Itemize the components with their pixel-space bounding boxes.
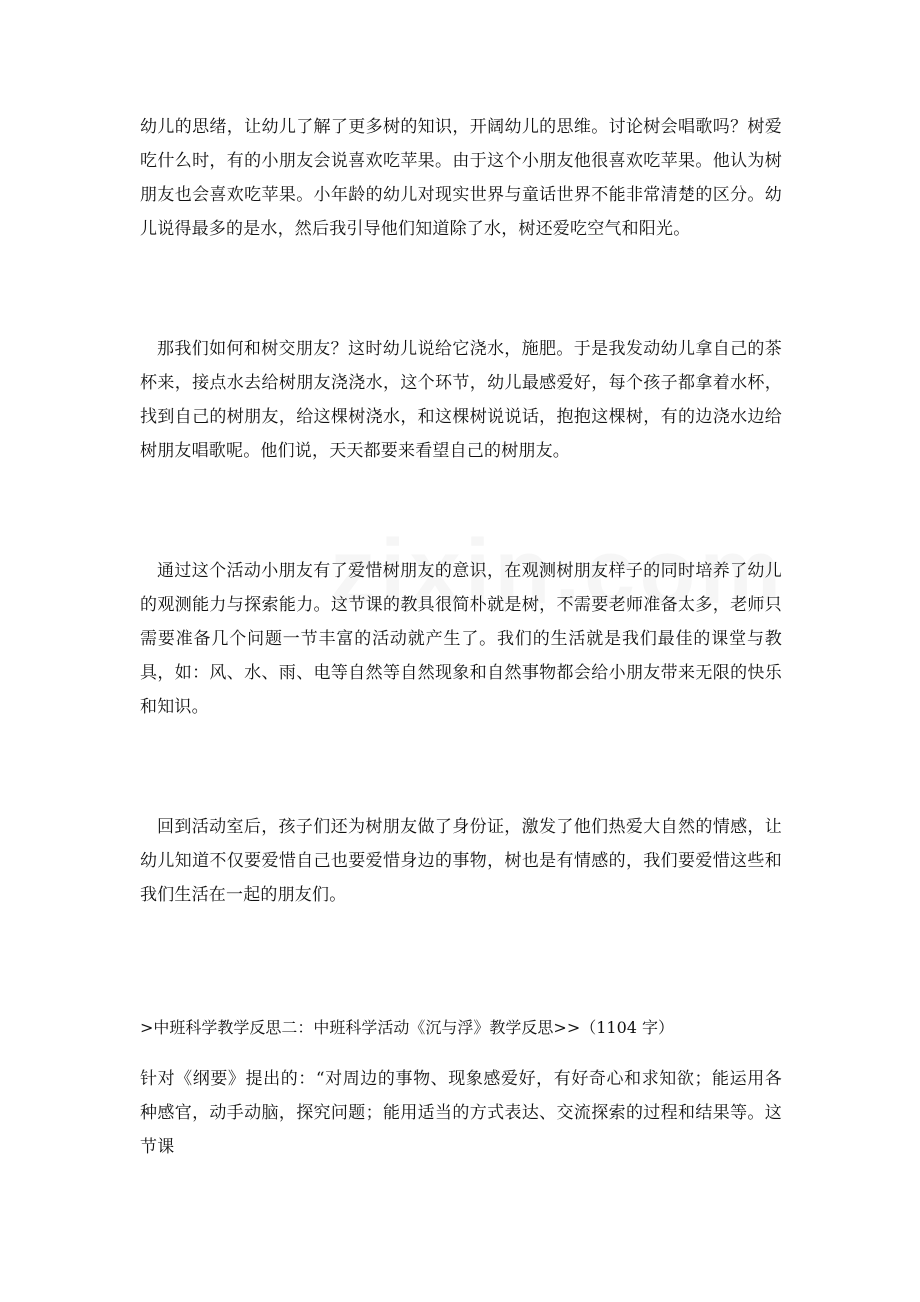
spacer bbox=[140, 912, 782, 1016]
paragraph-2: 那我们如何和树交朋友？这时幼儿说给它浇水，施肥。于是我发动幼儿拿自己的茶杯来，接点水去给树朋友浇浇水，这个环节，幼儿最感爱好，每个孩子都拿着水杯，找到自己的树朋友，给这棵树浇水，和这棵树说说话，抱抱这棵树，有的边浇水边给树朋友唱歌呢。他们说，天天都要来看望自己的树朋友。 bbox=[140, 339, 782, 461]
spacer bbox=[140, 724, 782, 810]
spacer bbox=[140, 246, 782, 332]
spacer bbox=[140, 468, 782, 554]
paragraph-1: 幼儿的思绪，让幼儿了解了更多树的知识，开阔幼儿的思维。讨论树会唱歌吗？树爱吃什么时，有的小朋友会说喜欢吃苹果。由于这个小朋友他很喜欢吃苹果。他认为树朋友也会喜欢吃苹果。小年龄的幼儿对现实世界与童话世界不能非常清楚的区分。幼儿说得最多的是水，然后我引导他们知道除了水，树还爱吃空气和阳光。 bbox=[140, 117, 782, 239]
paragraph-5: 针对《纲要》提出的：“对周边的事物、现象感爱好，有好奇心和求知欲；能运用各种感官，动手动脑，探究问题；能用适当的方式表达、交流探索的过程和结果等。这节课 bbox=[140, 1069, 782, 1157]
paragraph-3: 通过这个活动小朋友有了爱惜树朋友的意识，在观测树朋友样子的同时培养了幼儿的观测能力与探索能力。这节课的教具很简朴就是树，不需要老师准备太多，老师只需要准备几个问题一节丰富的活动就产生了。我们的生活就是我们最佳的课堂与教具，如：风、水、雨、电等自然等自然现象和自然事物都会给小朋友带来无限的快乐和知识。 bbox=[140, 561, 782, 717]
paragraph-4: 回到活动室后，孩子们还为树朋友做了身份证，激发了他们热爱大自然的情感，让幼儿知道不仅要爱惜自己也要爱惜身边的事物，树也是有情感的，我们要爱惜这些和我们生活在一起的朋友们。 bbox=[140, 817, 782, 905]
section-heading: >中班科学教学反思二：中班科学活动《沉与浮》教学反思>>（1104 字） bbox=[140, 1018, 675, 1037]
spacer bbox=[140, 1040, 782, 1062]
document-body bbox=[140, 110, 782, 1164]
